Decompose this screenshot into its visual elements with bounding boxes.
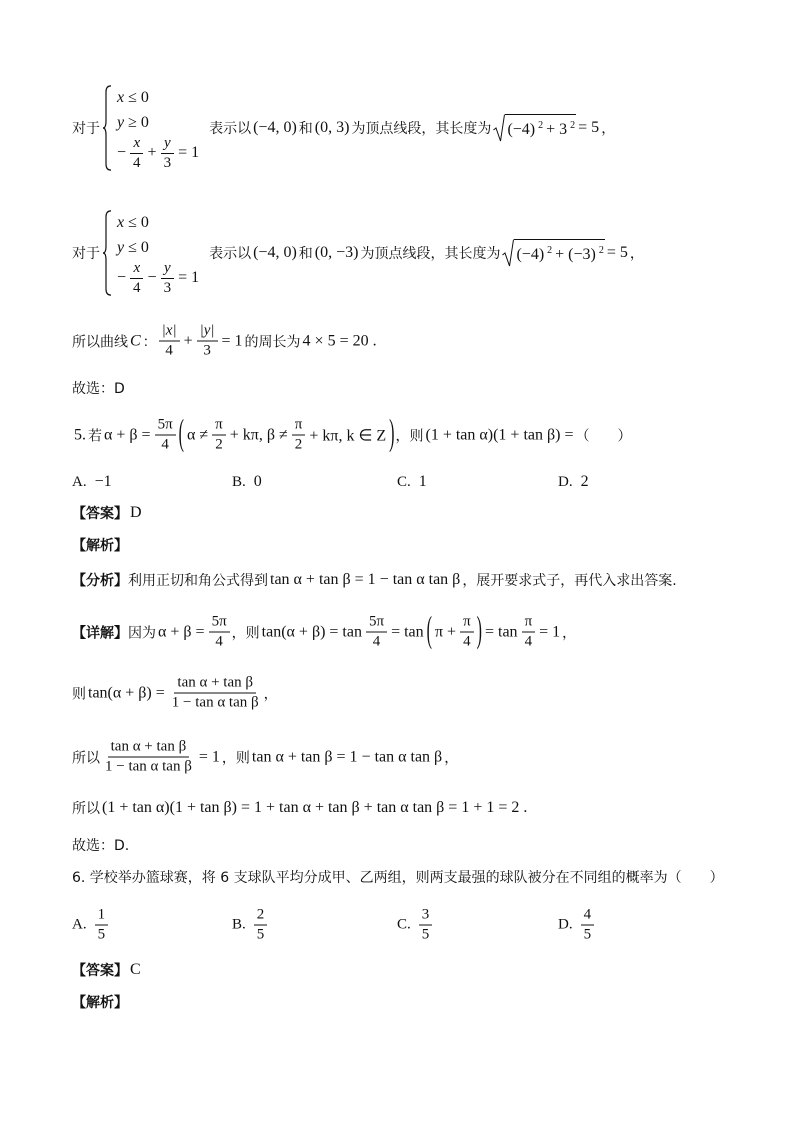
numerator: y xyxy=(161,260,174,279)
detail-line-3 xyxy=(72,739,458,776)
fraction xyxy=(209,614,230,651)
perimeter-line xyxy=(72,323,379,360)
relation: ≤ 0 xyxy=(128,238,149,256)
radicand-term: + 3 xyxy=(546,121,568,138)
perimeter-calc: 4 × 5 = 20 xyxy=(302,332,369,349)
punctuation: ， xyxy=(263,686,278,702)
detail-line-1 xyxy=(72,611,577,651)
fenxi-text: 利用正切和角公式得到 xyxy=(128,573,268,589)
case2-text: 和 xyxy=(298,246,313,262)
radical-sign-icon xyxy=(493,114,505,142)
fraction xyxy=(460,614,474,651)
answer-value: C xyxy=(130,961,141,978)
q6-answer xyxy=(72,960,143,980)
detail-math: α + β = xyxy=(158,623,205,640)
variable-x: x xyxy=(117,88,125,106)
minus-sign: − xyxy=(117,269,127,286)
punctuation: ， xyxy=(562,625,577,641)
q5-option-a xyxy=(72,473,114,491)
detail-line-4 xyxy=(72,798,529,818)
radicand-term: (−4) xyxy=(507,121,536,138)
detail-text: 所以 xyxy=(72,801,100,817)
q4-choice: 故选：D xyxy=(72,381,125,397)
case2-condition-x xyxy=(115,210,201,235)
case1-text: 为顶点线段，其长度为 xyxy=(351,121,492,137)
numerator: 1 xyxy=(95,907,109,926)
analysis-tag: 【解析】 xyxy=(72,538,128,554)
detail-text: ，则 xyxy=(231,625,260,641)
case1-condition-x xyxy=(115,85,201,110)
condition: + kπ, β ≠ xyxy=(229,426,288,443)
fraction xyxy=(161,260,175,297)
detail-math: (1 + tan α)(1 + tan β) = 1 + tan α + tan β + tan α tan β = 1 + 1 = 2 xyxy=(102,799,520,816)
denominator: 4 xyxy=(463,633,471,650)
left-paren: ( xyxy=(426,611,432,651)
relation: ≤ 0 xyxy=(128,213,149,231)
q5-choice: 故选：D. xyxy=(72,838,130,854)
perimeter-text: 的周长为 xyxy=(244,334,301,350)
numerator: 5π xyxy=(155,417,176,436)
fraction xyxy=(159,323,180,360)
radicand-term: (−4) xyxy=(516,246,545,263)
variable-x: x xyxy=(117,213,125,231)
punctuation: . xyxy=(372,332,377,349)
left-paren: ( xyxy=(178,414,184,454)
q5-option-d xyxy=(558,473,591,491)
q6-option-a xyxy=(72,907,110,944)
case2-line-equation xyxy=(115,260,201,296)
fraction xyxy=(581,907,595,944)
numerator: π xyxy=(522,614,536,633)
operator: + xyxy=(147,144,157,161)
denominator: 3 xyxy=(203,342,211,359)
detail-math: = tan xyxy=(391,623,424,640)
option-label: B. xyxy=(232,473,246,490)
fraction xyxy=(212,417,226,454)
punctuation: . xyxy=(523,799,528,816)
numerator: 5π xyxy=(366,614,387,633)
fraction xyxy=(130,260,144,297)
answer-tag: 【答案】 xyxy=(72,506,128,522)
radical-sign-icon xyxy=(502,239,514,267)
case2-system xyxy=(102,210,201,296)
q6-option-d xyxy=(558,907,596,944)
detail-text: 所以 xyxy=(72,750,100,766)
right-paren: ) xyxy=(476,611,482,651)
fraction xyxy=(292,417,306,454)
radicand xyxy=(505,114,576,142)
denominator: 5 xyxy=(97,926,106,943)
detail-line-2 xyxy=(72,675,278,712)
numerator: |y| xyxy=(197,323,218,342)
option-value: −1 xyxy=(94,473,112,490)
numerator: 4 xyxy=(581,907,595,926)
fraction xyxy=(419,907,433,944)
case1-line-equation xyxy=(115,135,201,171)
case2-lead: 对于 xyxy=(72,246,100,262)
denominator: 4 xyxy=(372,633,381,650)
denominator: 4 xyxy=(524,633,533,650)
denominator: 2 xyxy=(294,436,303,453)
q5-stem xyxy=(72,414,632,454)
answer-value: D xyxy=(130,504,142,521)
variable-y: y xyxy=(117,238,125,256)
numerator: y xyxy=(161,135,174,154)
radicand xyxy=(514,239,604,267)
relation: ≥ 0 xyxy=(128,113,149,131)
result: = 5 xyxy=(606,244,628,261)
option-value: 2 xyxy=(580,473,589,490)
fraction xyxy=(130,135,144,172)
operator: + xyxy=(183,332,193,349)
fraction xyxy=(169,675,262,712)
numerator: tan α + tan β xyxy=(108,739,190,758)
right-paren: ) xyxy=(389,414,395,454)
option-label: C. xyxy=(397,916,411,933)
denominator: 1 − tan α tan β xyxy=(105,758,192,775)
exponent: 2 xyxy=(570,120,576,131)
fraction xyxy=(161,135,175,172)
denominator: 3 xyxy=(163,279,172,296)
fraction xyxy=(254,907,268,944)
option-label: B. xyxy=(232,916,246,933)
square-root xyxy=(502,239,604,267)
radicand-term: + (−3) xyxy=(555,246,596,263)
perimeter-text: 所以曲线 xyxy=(72,334,128,350)
numerator: x xyxy=(130,260,143,279)
q6-stem: 6. 学校举办篮球赛，将 6 支球队平均分成甲、乙两组，则两支最强的球队被分在不同组的概率为（ ） xyxy=(72,870,724,886)
detail-math: tan(α + β) = xyxy=(88,684,165,701)
option-label: A. xyxy=(72,473,87,490)
denominator: 5 xyxy=(583,926,592,943)
case1-system xyxy=(102,85,201,171)
denominator: 2 xyxy=(215,436,223,453)
analysis-tag: 【解析】 xyxy=(72,995,128,1011)
q5-text: 若 xyxy=(88,428,102,444)
detail-math: = 1 xyxy=(539,623,561,640)
punctuation: ， xyxy=(601,121,616,137)
case2-condition-y xyxy=(115,235,201,260)
exponent: 2 xyxy=(547,245,553,256)
case1-lead: 对于 xyxy=(72,121,100,137)
q5-option-c xyxy=(397,473,429,491)
option-value: 0 xyxy=(253,473,262,490)
numerator: π xyxy=(460,614,474,633)
detail-math: = tan xyxy=(484,623,518,640)
fraction xyxy=(155,417,176,454)
question-number: 5. xyxy=(74,426,86,443)
case1-system-rows xyxy=(115,85,201,171)
minus-sign: − xyxy=(117,144,127,161)
punctuation: ， xyxy=(444,750,459,766)
option-value: 1 xyxy=(418,473,427,490)
numerator: |x| xyxy=(159,323,180,342)
q5-expression: (1 + tan α)(1 + tan β) = xyxy=(425,426,574,443)
detail-text: ，则 xyxy=(221,750,250,766)
exponent: 2 xyxy=(538,120,544,131)
numerator: 3 xyxy=(419,907,433,926)
case1-line xyxy=(72,85,615,171)
denominator: 1 − tan α tan β xyxy=(171,694,259,711)
square-root xyxy=(493,114,576,142)
detail-tag: 【详解】 xyxy=(72,625,128,641)
exponent: 2 xyxy=(598,245,604,256)
equation-rhs: = 1 xyxy=(178,144,200,161)
detail-text: 则 xyxy=(72,686,86,702)
case1-text: 和 xyxy=(298,121,313,137)
q6-options xyxy=(0,905,794,945)
option-label: C. xyxy=(397,473,411,490)
denominator: 4 xyxy=(133,279,141,296)
q6-option-b xyxy=(232,907,269,944)
q5-answer xyxy=(72,503,144,523)
punctuation: ， xyxy=(629,246,644,262)
fraction xyxy=(95,907,109,944)
numerator: 2 xyxy=(254,907,268,926)
answer-blank: （ ） xyxy=(575,428,632,444)
q6-analysis-heading xyxy=(72,992,128,1012)
case2-text: 表示以 xyxy=(209,246,252,262)
q5-option-b xyxy=(232,473,264,491)
left-brace-icon xyxy=(102,210,112,296)
result: = 5 xyxy=(578,119,600,136)
q5-lhs: α + β = xyxy=(104,426,151,443)
case2-text: 为顶点线段，其长度为 xyxy=(360,246,501,262)
curve-name: C xyxy=(130,332,141,349)
numerator: π xyxy=(292,417,306,436)
detail-math: π + xyxy=(434,623,457,640)
equation-rhs: = 1 xyxy=(178,269,200,286)
q6-option-c xyxy=(397,907,434,944)
case1-text: 表示以 xyxy=(209,121,252,137)
case2-line xyxy=(72,210,644,296)
numerator: π xyxy=(212,417,226,436)
denominator: 4 xyxy=(165,342,173,359)
option-label: D. xyxy=(558,473,573,490)
numerator: tan α + tan β xyxy=(174,675,256,694)
option-label: D. xyxy=(558,916,573,933)
denominator: 5 xyxy=(256,926,265,943)
detail-math: tan(α + β) = tan xyxy=(261,623,362,640)
condition: α ≠ xyxy=(186,426,209,443)
point-a: (−4, 0) xyxy=(253,244,297,261)
denominator: 3 xyxy=(163,154,172,171)
fenxi-math: tan α + tan β = 1 − tan α tan β xyxy=(270,571,461,588)
case1-condition-y xyxy=(115,110,201,135)
q5-options xyxy=(0,462,794,502)
point-b: (0, 3) xyxy=(314,119,350,136)
fraction xyxy=(197,323,218,360)
operator: − xyxy=(147,269,157,286)
denominator: 4 xyxy=(133,154,141,171)
q5-text: ，则 xyxy=(395,428,424,444)
numerator: 5π xyxy=(209,614,230,633)
case2-system-rows xyxy=(115,210,201,296)
point-a: (−4, 0) xyxy=(253,119,297,136)
fraction xyxy=(102,739,195,776)
q5-analysis-heading xyxy=(72,535,128,555)
point-b: (0, −3) xyxy=(314,244,359,261)
option-label: A. xyxy=(72,916,87,933)
answer-tag: 【答案】 xyxy=(72,963,128,979)
q5-fenxi xyxy=(72,570,677,590)
fenxi-tag: 【分析】 xyxy=(72,573,128,589)
relation: ≤ 0 xyxy=(128,88,149,106)
colon: ： xyxy=(142,334,157,350)
fraction xyxy=(366,614,387,651)
condition: + kπ, k ∈ Z xyxy=(309,427,387,444)
denominator: 5 xyxy=(421,926,430,943)
variable-y: y xyxy=(117,113,125,131)
fenxi-text: ，展开要求式子，再代入求出答案. xyxy=(462,573,677,589)
detail-text: 因为 xyxy=(128,625,156,641)
detail-math: = 1 xyxy=(198,748,220,765)
denominator: 4 xyxy=(161,436,169,453)
left-brace-icon xyxy=(102,85,112,171)
numerator: x xyxy=(130,135,143,154)
denominator: 4 xyxy=(215,633,223,650)
fraction xyxy=(522,614,536,651)
equation-rhs: = 1 xyxy=(221,332,243,349)
detail-math: tan α + tan β = 1 − tan α tan β xyxy=(251,748,443,765)
